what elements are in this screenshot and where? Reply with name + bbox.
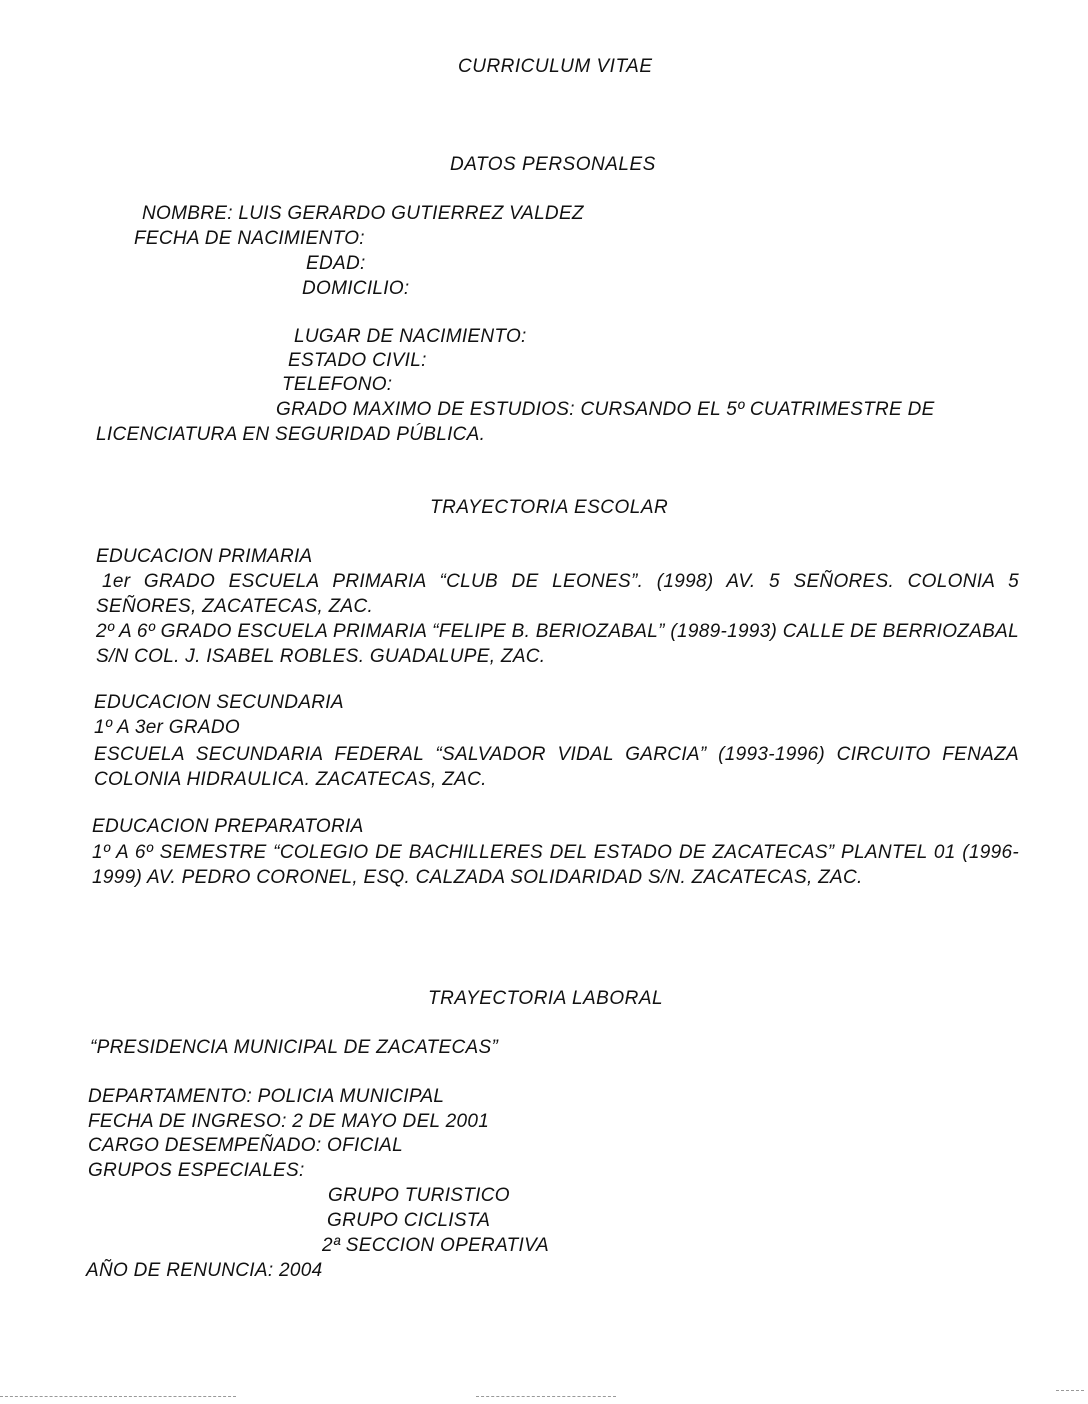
document-title: CURRICULUM VITAE [458,56,653,77]
scan-artifact-line [1056,1390,1084,1391]
preparatoria-heading: EDUCACION PREPARATORIA [92,816,364,837]
field-fecha-nacimiento: FECHA DE NACIMIENTO: [134,228,365,249]
field-grado-maximo: GRADO MAXIMO DE ESTUDIOS: CURSANDO EL 5º CUATRIMESTRE DE [276,399,935,420]
section-heading-laboral: TRAYECTORIA LABORAL [428,988,664,1009]
grupo-item: 2ª SECCION OPERATIVA [322,1235,550,1256]
field-cargo: CARGO DESEMPEÑADO: OFICIAL [88,1135,404,1156]
field-grupos-especiales: GRUPOS ESPECIALES: [88,1160,305,1181]
scan-artifact-line [0,1396,236,1397]
field-nombre: NOMBRE: LUIS GERARDO GUTIERREZ VALDEZ [142,203,584,224]
primaria-heading: EDUCACION PRIMARIA [96,546,313,567]
field-grado-maximo-cont: LICENCIATURA EN SEGURIDAD PÚBLICA. [96,424,486,445]
field-edad: EDAD: [306,253,366,274]
primaria-entry-1: 1er GRADO ESCUELA PRIMARIA “CLUB DE LEONES”. (1998) AV. 5 SEÑORES. COLONIA 5 SEÑORES, ZACATECAS, ZAC. [96,571,1019,617]
secundaria-heading: EDUCACION SECUNDARIA [94,692,344,713]
field-estado-civil: ESTADO CIVIL: [288,350,427,371]
primaria-entry-2: 2º A 6º GRADO ESCUELA PRIMARIA “FELIPE B. BERIOZABAL” (1989-1993) CALLE DE BERRIOZABAL S/N COL. J. ISABEL ROBLES. GUADALUPE, ZAC. [96,621,1019,667]
section-heading-escolar: TRAYECTORIA ESCOLAR [430,497,669,518]
secundaria-entry: ESCUELA SECUNDARIA FEDERAL “SALVADOR VIDAL GARCIA” (1993-1996) CIRCUITO FENAZA COLONIA HIDRAULICA. ZACATECAS, ZAC. [94,744,1019,790]
field-lugar-nacimiento: LUGAR DE NACIMIENTO: [294,326,527,347]
field-telefono: TELEFONO: [282,374,393,395]
empresa-name: “PRESIDENCIA MUNICIPAL DE ZACATECAS” [90,1037,499,1058]
secundaria-grado: 1º A 3er GRADO [94,717,240,738]
field-renuncia: AÑO DE RENUNCIA: 2004 [86,1260,323,1281]
field-fecha-ingreso: FECHA DE INGRESO: 2 DE MAYO DEL 2001 [88,1111,490,1132]
field-domicilio: DOMICILIO: [302,278,410,299]
field-departamento: DEPARTAMENTO: POLICIA MUNICIPAL [88,1086,445,1107]
preparatoria-entry: 1º A 6º SEMESTRE “COLEGIO DE BACHILLERES DEL ESTADO DE ZACATECAS” PLANTEL 01 (1996-1999) AV. PEDRO CORONEL, ESQ. CALZADA SOLIDARIDAD S/N. ZACATECAS, ZAC. [92,842,1019,888]
grupo-item: GRUPO TURISTICO [328,1185,510,1206]
section-heading-personal: DATOS PERSONALES [450,154,656,175]
grupo-item: GRUPO CICLISTA [327,1210,491,1231]
scan-artifact-line [476,1396,616,1397]
